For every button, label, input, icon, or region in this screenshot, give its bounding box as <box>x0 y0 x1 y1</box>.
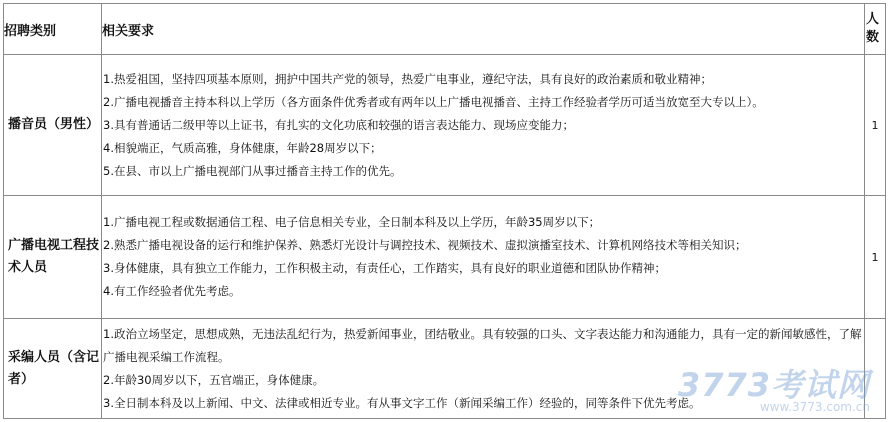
requirement-item: 3.全日制本科及以上新闻、中文、法律或相近专业。有从事文字工作（新闻采编工作）经验的，同等条件下优先考虑。 <box>103 395 701 410</box>
requirements-cell <box>102 319 865 419</box>
requirements-cell <box>102 55 865 196</box>
requirement-item: 3.身体健康，具有独立工作能力，工作积极主动，有责任心，工作踏实，具有良好的职业道德和团队协作精神； <box>103 261 666 275</box>
header-count: 人数 <box>865 4 886 55</box>
watermark-url: www.3773.com.cn <box>759 400 870 414</box>
category-cell: 广播电视工程技术人员 <box>4 196 102 319</box>
header-requirements: 相关要求 <box>102 4 865 55</box>
header-category: 招聘类别 <box>4 4 102 55</box>
table-row <box>4 319 886 419</box>
count-cell <box>865 319 886 419</box>
table-row <box>4 196 886 319</box>
table-header-row <box>4 4 886 55</box>
requirement-item: 2.年龄30周岁以下，五官端正，身体健康。 <box>103 372 325 387</box>
watermark-logo-text: 3773考试网 <box>677 366 870 404</box>
requirement-item: 1.政治立场坚定，思想成熟，无违法乱纪行为，热爱新闻事业，团结敬业。具有较强的口头、文字表达能力和沟通能力，具有一定的新闻敏感性，了解广播电视采编工作流程。 <box>103 326 862 364</box>
category-cell: 播音员（男性） <box>4 55 102 196</box>
table-row <box>4 55 886 196</box>
requirement-item: 3.具有普通话二级甲等以上证书，有扎实的文化功底和较强的语言表达能力、现场应变能力； <box>103 117 574 132</box>
requirement-item: 2.熟悉广播电视设备的运行和维护保养、熟悉灯光设计与调控技术、视频技术、虚拟演播室技术、计算机网络技术等相关知识； <box>103 238 747 252</box>
category-cell: 采编人员（含记者） <box>4 319 102 419</box>
requirement-item: 4.相貌端正，气质高雅，身体健康，年龄28周岁以下； <box>103 140 382 155</box>
count-cell: 1 <box>865 196 886 319</box>
requirements-cell <box>102 196 865 319</box>
requirement-item: 4.有工作经验者优先考虑。 <box>103 284 241 298</box>
requirement-item: 1.广播电视工程或数据通信工程、电子信息相关专业，全日制本科及以上学历，年龄35周岁以下； <box>103 215 601 229</box>
recruitment-table <box>3 3 886 419</box>
requirement-item: 1.热爱祖国，坚持四项基本原则，拥护中国共产党的领导，热爱广电事业，遵纪守法，具有良好的政治素质和敬业精神； <box>103 71 712 86</box>
requirement-item: 2.广播电视播音主持本科以上学历（各方面条件优秀者或有两年以上广播电视播音、主持工作经验者学历可适当放宽至大专以上）。 <box>103 94 764 109</box>
count-cell: 1 <box>865 55 886 196</box>
requirement-item: 5.在县、市以上广播电视部门从事过播音主持工作的优先。 <box>103 163 402 178</box>
